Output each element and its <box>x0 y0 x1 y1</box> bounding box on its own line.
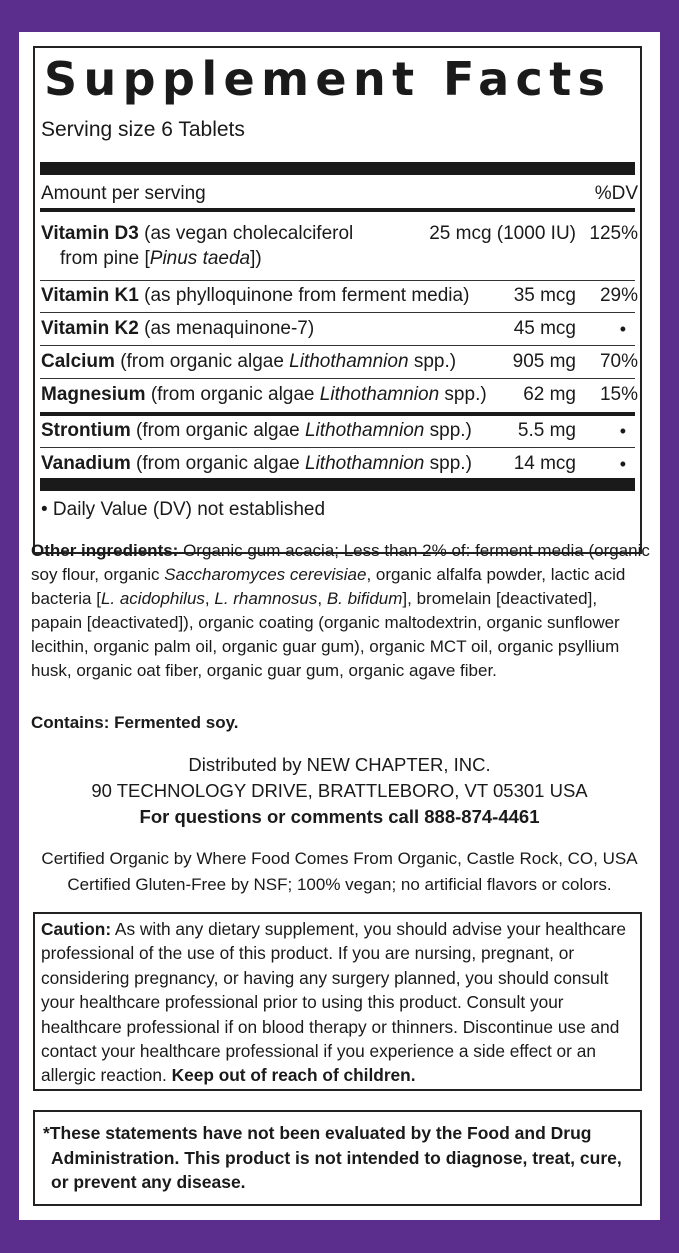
row-magnesium-label: Magnesium (from organic algae Lithothamnion spp.) <box>41 384 487 405</box>
row-divider <box>40 378 635 379</box>
amount-header: Amount per serving <box>41 183 206 204</box>
row-strontium-dv: • <box>619 421 626 441</box>
contains-statement: Contains: Fermented soy. <box>31 713 239 732</box>
row-vitamin-k2-amount: 45 mcg <box>513 318 576 339</box>
contact-phone: For questions or comments call 888-874-4461 <box>139 806 540 827</box>
fda-line-1: *These statements have not been evaluated by the Food and Drug <box>43 1123 592 1143</box>
fda-line-2: Administration. This product is not intended to diagnose, treat, cure, <box>51 1147 622 1168</box>
row-divider <box>40 312 635 313</box>
supplement-facts-box <box>33 46 642 554</box>
row-vitamin-d3-label: Vitamin D3 (as vegan cholecalciferol <box>41 223 354 244</box>
certified-organic: Certified Organic by Where Food Comes From Organic, Castle Rock, CO, USA <box>41 849 638 868</box>
row-vanadium-amount: 14 mcg <box>513 453 576 474</box>
row-calcium-label: Calcium (from organic algae Lithothamnion spp.) <box>41 351 457 372</box>
dv-footnote: • Daily Value (DV) not established <box>41 499 326 520</box>
divider-header <box>40 208 635 212</box>
row-vanadium-label: Vanadium (from organic algae Lithothamnion spp.) <box>41 453 472 474</box>
row-strontium-label: Strontium (from organic algae Lithothamnion spp.) <box>41 420 472 441</box>
row-divider <box>40 280 635 281</box>
label-panel <box>19 32 660 1220</box>
thick-divider-bottom <box>40 478 635 491</box>
row-strontium-amount: 5.5 mg <box>517 420 576 441</box>
facts-title: Supplement Facts <box>44 52 612 106</box>
row-vitamin-d3-desc2: from pine [Pinus taeda]) <box>60 248 262 269</box>
fda-disclaimer-box <box>33 1110 642 1206</box>
thick-divider-top <box>40 162 635 175</box>
fda-line-3: or prevent any disease. <box>51 1172 246 1192</box>
certified-gluten-free: Certified Gluten-Free by NSF; 100% vegan; no artificial flavors or colors. <box>67 875 612 894</box>
row-vitamin-k1-amount: 35 mcg <box>513 285 576 306</box>
row-magnesium-dv: 15% <box>599 384 638 405</box>
distributor-line: Distributed by NEW CHAPTER, INC. <box>188 754 491 775</box>
other-ingredients: Other ingredients: Organic gum acacia; Less than 2% of: ferment media (organic soy flour, organic Saccharomyces cerevisiae, organic alfalfa powder, lactic acid bacteria [L. acidophilus, L. rhamnosus, B. bifidum], bromelain [deactivated], papain [deactivated]), organic coating (organic maltodextrin, organic sunflower lecithin, organic palm oil, organic guar gum), organic MCT oil, organic psyllium husk, organic oat fiber, organic guar gum, organic agave fiber. <box>31 541 650 680</box>
row-vitamin-d3-amount: 25 mcg (1000 IU) <box>429 223 576 244</box>
dv-header: %DV <box>594 183 638 204</box>
row-vitamin-k1-dv: 29% <box>599 285 638 306</box>
divider-mid <box>40 412 635 416</box>
row-vitamin-k1-label: Vitamin K1 (as phylloquinone from ferment media) <box>41 285 470 306</box>
row-vanadium-dv: • <box>619 454 626 474</box>
row-divider <box>40 345 635 346</box>
row-vitamin-k2-dv: • <box>619 319 626 339</box>
row-magnesium-amount: 62 mg <box>523 384 576 405</box>
row-vitamin-k2-label: Vitamin K2 (as menaquinone-7) <box>41 318 315 339</box>
distributor-address: 90 TECHNOLOGY DRIVE, BRATTLEBORO, VT 05301 USA <box>91 780 588 801</box>
row-calcium-amount: 905 mg <box>512 351 576 372</box>
row-divider <box>40 447 635 448</box>
caution-box: Caution: As with any dietary supplement, you should advise your healthcare professional of the use of this product. If you are nursing, pregnant, or considering pregnancy, or having any surgery planned, you should consult your healthcare professional prior to using this product. Consult your healthcare professional if on blood therapy or thinners. Discontinue use and contact your healthcare professional if you experience a side effect or an allergic reaction. Keep out of reach of children. <box>33 912 642 1091</box>
serving-size: Serving size 6 Tablets <box>41 118 245 141</box>
row-calcium-dv: 70% <box>599 351 638 372</box>
row-vitamin-d3-dv: 125% <box>589 223 638 244</box>
